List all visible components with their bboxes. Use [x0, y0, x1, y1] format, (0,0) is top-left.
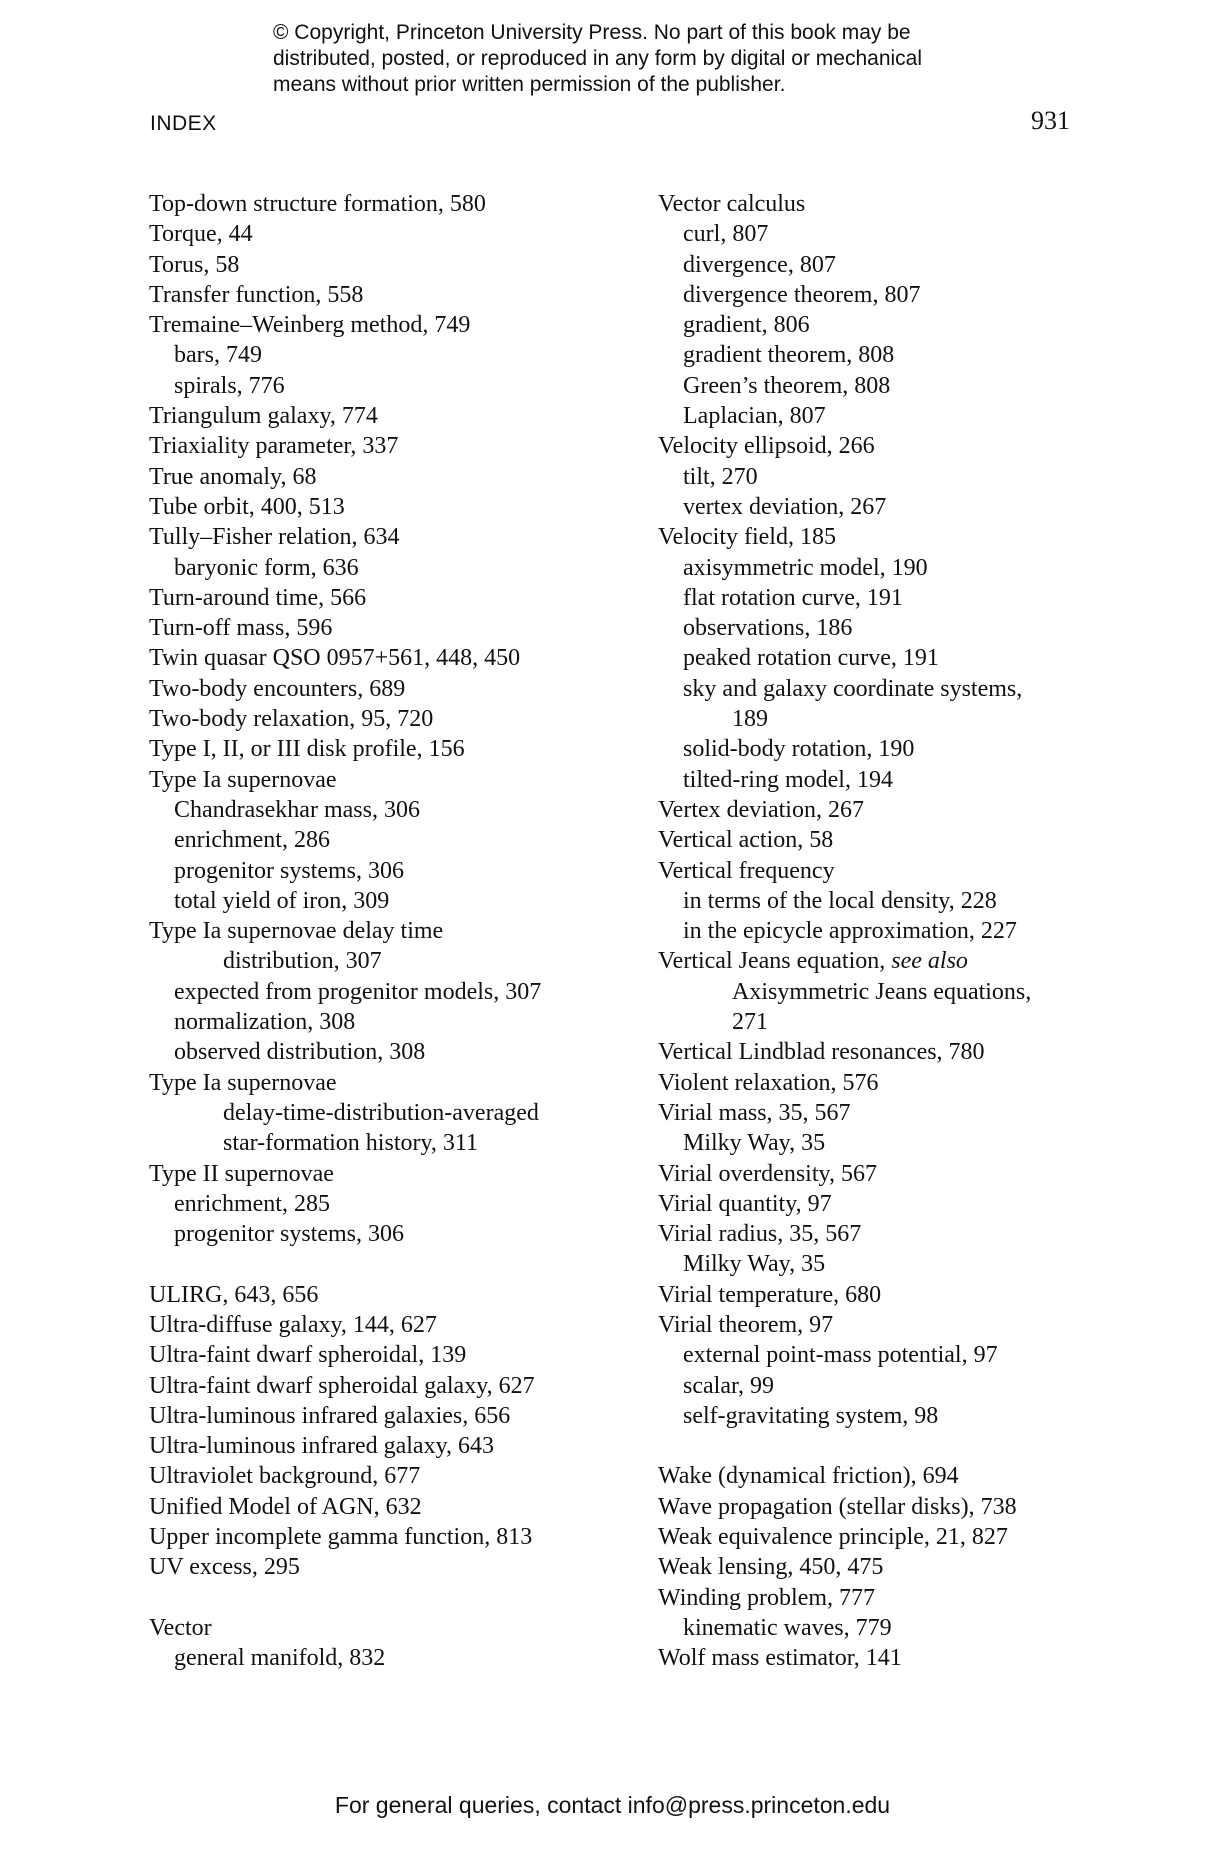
index-subentry	[149, 946, 654, 976]
index-entry	[149, 462, 654, 492]
copyright-notice	[273, 20, 1033, 98]
index-entry-text: distribution, 307	[223, 948, 382, 975]
index-entry	[658, 856, 1163, 886]
index-entry	[658, 1310, 1163, 1340]
index-entry	[149, 643, 654, 673]
index-entry-text: Transfer function, 558	[149, 281, 364, 308]
index-entry-text: Laplacian, 807	[683, 403, 826, 430]
index-entry-text: True anomaly, 68	[149, 463, 317, 490]
index-subentry	[149, 1219, 654, 1249]
index-entry-text: Velocity ellipsoid, 266	[658, 433, 875, 460]
index-entry-text: Winding problem, 777	[658, 1584, 876, 1611]
index-entry	[149, 280, 654, 310]
index-entry-text: UV excess, 295	[149, 1554, 300, 1581]
index-subentry	[658, 1613, 1163, 1643]
index-entry-text: Turn-around time, 566	[149, 584, 367, 611]
index-entry-text: spirals, 776	[174, 372, 285, 399]
index-entry-text: bars, 749	[174, 342, 262, 369]
index-entry	[149, 1552, 654, 1582]
letter-group-gap	[149, 1249, 654, 1279]
index-subentry	[658, 916, 1163, 946]
index-entry-text: gradient, 806	[683, 312, 810, 339]
index-entry	[149, 704, 654, 734]
index-subentry	[149, 1128, 654, 1158]
index-entry-text: 189	[732, 706, 768, 733]
index-entry-text: Vector calculus	[658, 191, 806, 217]
index-entry	[658, 1098, 1163, 1128]
index-subentry	[658, 1340, 1163, 1370]
index-entry	[149, 1068, 654, 1098]
index-subentry	[658, 1007, 1163, 1037]
index-entry-text: peaked rotation curve, 191	[683, 645, 939, 672]
index-entry-text: star-formation history, 311	[223, 1130, 479, 1157]
index-entry-text: Vertical action, 58	[658, 827, 834, 854]
index-subentry	[658, 613, 1163, 643]
index-entry	[149, 734, 654, 764]
index-entry-text: solid-body rotation, 190	[683, 736, 915, 763]
index-entry	[658, 1583, 1163, 1613]
index-entry-text: Green’s theorem, 808	[683, 372, 891, 399]
index-entry-text: observed distribution, 308	[174, 1039, 426, 1066]
index-entry-text: Tully–Fisher relation, 634	[149, 524, 400, 551]
index-subentry	[149, 1098, 654, 1128]
index-subentry	[658, 553, 1163, 583]
index-entry-text: expected from progenitor models, 307	[174, 978, 542, 1005]
copyright-line: distributed, posted, or reproduced in any form by digital or mechanical	[273, 47, 923, 70]
index-entry	[658, 1037, 1163, 1067]
index-subentry	[658, 886, 1163, 916]
index-subentry	[658, 340, 1163, 370]
index-entry-text: Vertical frequency	[658, 857, 835, 884]
index-entry	[658, 1219, 1163, 1249]
index-entry-text: Virial quantity, 97	[658, 1190, 832, 1217]
index-entry-text: Velocity field, 185	[658, 524, 836, 551]
index-entry	[658, 1643, 1163, 1673]
index-subentry	[149, 371, 654, 401]
index-entry	[658, 1189, 1163, 1219]
index-entry	[658, 189, 1163, 219]
index-entry	[149, 674, 654, 704]
index-entry-text: Wave propagation (stellar disks), 738	[658, 1493, 1017, 1520]
index-entry-text: Two-body encounters, 689	[149, 675, 406, 702]
index-entry-text: self-gravitating system, 98	[683, 1402, 939, 1429]
index-entry	[149, 310, 654, 340]
see-also-reference: see also	[891, 948, 968, 975]
index-entry-text: Vertical Lindblad resonances, 780	[658, 1039, 985, 1066]
index-subentry	[149, 825, 654, 855]
index-subentry	[149, 1037, 654, 1067]
index-entry-text: Type I, II, or III disk profile, 156	[149, 736, 465, 763]
index-entry-text: external point-mass potential, 97	[683, 1342, 998, 1369]
index-entry-text: Upper incomplete gamma function, 813	[149, 1524, 533, 1551]
index-subentry	[658, 401, 1163, 431]
index-subentry	[658, 704, 1163, 734]
index-entry-text: progenitor systems, 306	[174, 857, 404, 884]
index-entry	[149, 492, 654, 522]
index-entry-text: Turn-off mass, 596	[149, 615, 333, 642]
index-entry-text: baryonic form, 636	[174, 554, 359, 581]
index-entry	[658, 946, 1163, 976]
index-entry-text: Vector	[149, 1614, 212, 1641]
index-entry-text: Triaxiality parameter, 337	[149, 433, 399, 460]
index-entry	[658, 795, 1163, 825]
index-entry	[149, 1492, 654, 1522]
index-subentry	[658, 1401, 1163, 1431]
index-entry-text: ULIRG, 643, 656	[149, 1281, 319, 1308]
index-entry-text: tilted-ring model, 194	[683, 766, 893, 793]
index-entry	[149, 765, 654, 795]
index-entry	[149, 431, 654, 461]
index-subentry	[658, 371, 1163, 401]
index-entry-text: enrichment, 285	[174, 1190, 330, 1217]
index-entry-text: observations, 186	[683, 615, 853, 642]
index-entry-text: Vertex deviation, 267	[658, 796, 864, 823]
index-entry	[149, 1340, 654, 1370]
index-entry-text: general manifold, 832	[174, 1645, 386, 1672]
index-subentry	[149, 340, 654, 370]
index-entry	[658, 431, 1163, 461]
index-entry-text: scalar, 99	[683, 1372, 774, 1399]
index-entry-text: Unified Model of AGN, 632	[149, 1493, 422, 1520]
index-entry	[658, 1280, 1163, 1310]
index-entry-text: Two-body relaxation, 95, 720	[149, 706, 434, 733]
index-entry-text: Axisymmetric Jeans equations,	[732, 978, 1032, 1005]
index-subentry	[658, 250, 1163, 280]
index-entry-text: Ultra-luminous infrared galaxies, 656	[149, 1402, 511, 1429]
index-entry-text: Torque, 44	[149, 221, 253, 248]
index-entry-text: normalization, 308	[174, 1009, 356, 1036]
copyright-line: © Copyright, Princeton University Press. No part of this book may be	[273, 21, 911, 44]
index-entry-text: axisymmetric model, 190	[683, 554, 928, 581]
index-subentry	[658, 462, 1163, 492]
index-entry-text: gradient theorem, 808	[683, 342, 895, 369]
index-subentry	[149, 1189, 654, 1219]
index-entry	[149, 583, 654, 613]
copyright-line: means without prior written permission of the publisher.	[273, 73, 786, 96]
index-entry-text: Top-down structure formation, 580	[149, 191, 486, 217]
index-entry	[658, 1552, 1163, 1582]
index-entry-text: Ultra-diffuse galaxy, 144, 627	[149, 1311, 437, 1338]
index-entry	[658, 1492, 1163, 1522]
index-entry	[149, 1280, 654, 1310]
index-subentry	[149, 977, 654, 1007]
index-subentry	[658, 1128, 1163, 1158]
index-entry-text: Weak lensing, 450, 475	[658, 1554, 884, 1581]
index-entry	[149, 1371, 654, 1401]
index-entry-text: Chandrasekhar mass, 306	[174, 796, 420, 823]
index-entry-text: Tremaine–Weinberg method, 749	[149, 312, 471, 339]
index-entry-text: Type Ia supernovae	[149, 766, 337, 793]
index-subentry	[658, 674, 1163, 704]
index-entry-text: Milky Way, 35	[683, 1130, 826, 1157]
running-head: INDEX	[150, 112, 217, 135]
index-entry-text: Virial overdensity, 567	[658, 1160, 877, 1187]
index-entry-text: Virial temperature, 680	[658, 1281, 882, 1308]
index-subentry	[658, 977, 1163, 1007]
index-entry	[658, 1461, 1163, 1491]
index-entry	[149, 1310, 654, 1340]
index-subentry	[658, 765, 1163, 795]
index-entry	[149, 1461, 654, 1491]
index-subentry	[658, 1371, 1163, 1401]
index-entry-text: Violent relaxation, 576	[658, 1069, 879, 1096]
index-entry-text: Weak equivalence principle, 21, 827	[658, 1524, 1008, 1551]
index-entry-text: enrichment, 286	[174, 827, 330, 854]
index-entry	[658, 825, 1163, 855]
index-entry-text: flat rotation curve, 191	[683, 584, 903, 611]
index-subentry	[149, 886, 654, 916]
index-entry-text: total yield of iron, 309	[174, 887, 390, 914]
index-entry-text: sky and galaxy coordinate systems,	[683, 675, 1023, 702]
index-subentry	[658, 734, 1163, 764]
index-entry-text: Twin quasar QSO 0957+561, 448, 450	[149, 645, 521, 672]
index-subentry	[149, 1643, 654, 1673]
letter-group-gap	[149, 1583, 654, 1613]
index-entry	[149, 250, 654, 280]
index-subentry	[658, 583, 1163, 613]
index-entry	[658, 1522, 1163, 1552]
index-subentry	[658, 492, 1163, 522]
index-subentry	[658, 280, 1163, 310]
index-entry	[658, 1068, 1163, 1098]
index-entry-text: Vertical Jeans equation,	[658, 948, 892, 975]
index-entry-text: Virial theorem, 97	[658, 1311, 834, 1338]
index-entry	[149, 189, 654, 219]
index-entry-text: tilt, 270	[683, 463, 758, 490]
index-entry-text: kinematic waves, 779	[683, 1614, 892, 1641]
index-entry	[149, 1522, 654, 1552]
index-entry-text: Wake (dynamical friction), 694	[658, 1463, 959, 1490]
index-entry-text: Type II supernovae	[149, 1160, 334, 1187]
index-subentry	[149, 553, 654, 583]
index-entry-text: in the epicycle approximation, 227	[683, 918, 1017, 945]
index-entry	[149, 219, 654, 249]
page-number: 931	[1031, 106, 1070, 135]
index-entry-text: delay-time-distribution-averaged	[223, 1099, 539, 1126]
index-entry-text: 271	[732, 1009, 768, 1036]
index-entry-text: Virial mass, 35, 567	[658, 1099, 851, 1126]
index-entry	[149, 1159, 654, 1189]
index-entry-text: Type Ia supernovae	[149, 1069, 337, 1096]
index-entry	[149, 1431, 654, 1461]
index-subentry	[658, 643, 1163, 673]
index-entry-text: Ultra-faint dwarf spheroidal galaxy, 627	[149, 1372, 535, 1399]
index-subentry	[149, 856, 654, 886]
index-entry-text: Ultra-luminous infrared galaxy, 643	[149, 1433, 495, 1460]
index-entry	[149, 522, 654, 552]
index-subentry	[149, 1007, 654, 1037]
index-entry	[149, 1401, 654, 1431]
index-entry-text: Ultraviolet background, 677	[149, 1463, 421, 1490]
index-subentry	[658, 219, 1163, 249]
index-entry-text: Triangulum galaxy, 774	[149, 403, 378, 430]
index-entry-text: Torus, 58	[149, 251, 240, 278]
index-entry	[658, 522, 1163, 552]
index-entry-text: Type Ia supernovae delay time	[149, 918, 444, 945]
index-subentry	[658, 1249, 1163, 1279]
index-subentry	[149, 795, 654, 825]
index-entry-text: Virial radius, 35, 567	[658, 1221, 862, 1248]
index-entry-text: Tube orbit, 400, 513	[149, 493, 345, 520]
index-entry-text: in terms of the local density, 228	[683, 887, 997, 914]
index-subentry	[658, 310, 1163, 340]
index-entry	[149, 401, 654, 431]
index-entry-text: divergence, 807	[683, 251, 836, 278]
index-entry-text: Milky Way, 35	[683, 1251, 826, 1278]
index-entry	[658, 1159, 1163, 1189]
index-entry	[149, 916, 654, 946]
index-entry-text: Wolf mass estimator, 141	[658, 1645, 902, 1672]
index-column-left	[149, 189, 654, 1674]
index-column-right	[658, 189, 1163, 1674]
index-entry-text: curl, 807	[683, 221, 769, 248]
footer-contact: For general queries, contact info@press.princeton.edu	[334, 1792, 891, 1818]
index-entry	[149, 1613, 654, 1643]
index-entry-text: Ultra-faint dwarf spheroidal, 139	[149, 1342, 467, 1369]
index-entry	[149, 613, 654, 643]
index-entry-text: progenitor systems, 306	[174, 1221, 404, 1248]
index-entry-text: divergence theorem, 807	[683, 281, 921, 308]
index-entry-text: vertex deviation, 267	[683, 493, 887, 520]
letter-group-gap	[658, 1431, 1163, 1461]
